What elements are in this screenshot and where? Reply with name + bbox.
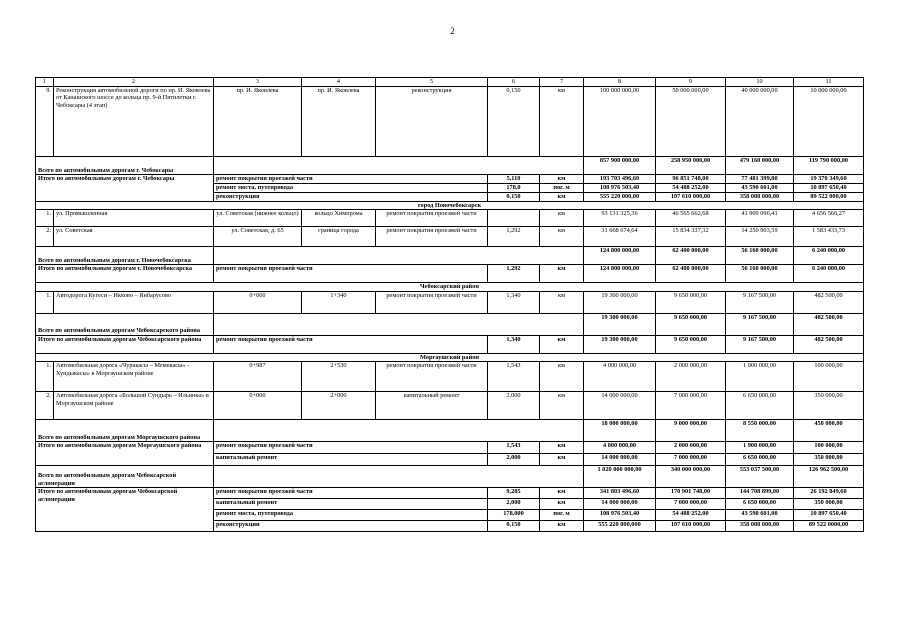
work-type: капитальный ремонт xyxy=(214,454,488,466)
column-header: 3 xyxy=(214,78,302,87)
road-program-table xyxy=(35,77,864,532)
section-title: город Новочебоксарск xyxy=(36,202,864,210)
end-point: пр. И. Яковлева xyxy=(302,87,376,157)
start-point: 0+000 xyxy=(214,291,302,313)
object-name: Реконструкция автомобильной дороги по пр. И. Яковлева от Канашского шоссе до кольца пр. 9-й Пятилетки г. Чебоксары (4 этап) xyxy=(54,87,214,157)
unit: км xyxy=(540,265,584,283)
row-number: 1. xyxy=(36,362,54,392)
value-col11: 6 240 000,00 xyxy=(794,265,864,283)
column-header: 4 xyxy=(302,78,376,87)
work-type: капитальный ремонт xyxy=(214,499,488,510)
value-col9: 9 650 000,00 xyxy=(656,291,726,313)
value-col11: 100 000,00 xyxy=(794,442,864,454)
start-point: 0+987 xyxy=(214,362,302,392)
column-header: 11 xyxy=(794,78,864,87)
end-point: 2+530 xyxy=(302,362,376,392)
value-col8: 93 131 325,36 xyxy=(584,210,656,227)
work-type: ремонт покрытия проезжей части xyxy=(214,175,488,184)
column-header: 8 xyxy=(584,78,656,87)
value-col9: 7 000 000,00 xyxy=(656,392,726,420)
value-col8: 555 220 000,00 xyxy=(584,193,656,202)
work-type: капитальный ремонт xyxy=(376,392,488,420)
value-col11: 1 583 433,73 xyxy=(794,227,864,247)
end-point: 1+340 xyxy=(302,291,376,313)
value-col9: 7 000 000,00 xyxy=(656,454,726,466)
work-type: ремонт моста, путепровода xyxy=(214,510,488,521)
value-col11: 89 522 000,00 xyxy=(794,193,864,202)
unit: км xyxy=(540,335,584,353)
itogo-label: Итого по автомобильным дорогам Чебоксарского района xyxy=(36,335,214,353)
itogo-row xyxy=(36,488,864,499)
unit: км xyxy=(540,488,584,499)
end-point: граница города xyxy=(302,227,376,247)
value-col11: 450 000,00 xyxy=(794,420,864,442)
total-row xyxy=(36,247,864,265)
value-col9: 9 650 000,00 xyxy=(656,313,726,335)
unit: км xyxy=(540,392,584,420)
value-col8: 108 976 503,40 xyxy=(584,510,656,521)
length: 1,340 xyxy=(488,335,540,353)
work-type: ремонт покрытия проезжей части xyxy=(376,291,488,313)
value-col8: 31 668 674,64 xyxy=(584,227,656,247)
unit: км xyxy=(540,442,584,454)
column-header: 1 xyxy=(36,78,54,87)
work-type: ремонт покрытия проезжей части xyxy=(214,265,488,283)
value-col8: 124 800 000,00 xyxy=(584,247,656,265)
total-row xyxy=(36,420,864,442)
value-col10: 56 160 000,00 xyxy=(726,265,794,283)
value-col8: 4 000 000,00 xyxy=(584,442,656,454)
value-col10: 9 167 500,00 xyxy=(726,313,794,335)
value-col9: 340 000 000,00 xyxy=(656,466,726,488)
length: 0,150 xyxy=(488,193,540,202)
object-row xyxy=(36,392,864,420)
value-col10: 9 167 500,00 xyxy=(726,291,794,313)
column-header: 6 xyxy=(488,78,540,87)
header-row xyxy=(36,78,864,87)
total-row xyxy=(36,313,864,335)
value-col8: 14 000 000,00 xyxy=(584,392,656,420)
object-name: Автомобильная дорога «Чуракасы – Мемекасы» - Хундыкасы» в Моргаушском районе xyxy=(54,362,214,392)
value-col11: 4 656 566,27 xyxy=(794,210,864,227)
object-row xyxy=(36,87,864,157)
length: 2,000 xyxy=(488,392,540,420)
unit: км xyxy=(540,210,584,227)
value-col9: 54 488 252,00 xyxy=(656,510,726,521)
object-row xyxy=(36,210,864,227)
unit: км xyxy=(540,175,584,184)
object-name: Автомобильная дорога «Большой Сундырь – Ильинка» в Моргаушском районе xyxy=(54,392,214,420)
start-point: ул. Советская (нижнее кольцо) xyxy=(214,210,302,227)
value-col11: 350 000,00 xyxy=(794,499,864,510)
total-label: Всего по автомобильным дорогам Чебоксарской агломерации xyxy=(36,466,214,488)
value-col11: 19 370 349,60 xyxy=(794,175,864,184)
total-label: Всего по автомобильным дорогам Моргаушского района xyxy=(36,420,214,442)
value-col11: 89 522 0000,00 xyxy=(794,521,864,532)
value-col10: 8 550 000,00 xyxy=(726,420,794,442)
value-col10: 41 909 096,41 xyxy=(726,210,794,227)
total-label: Всего по автомобильным дорогам г. Чебоксары xyxy=(36,157,214,175)
value-col9: 170 901 748,00 xyxy=(656,488,726,499)
value-col8: 341 803 496,60 xyxy=(584,488,656,499)
value-col9: 15 834 337,32 xyxy=(656,227,726,247)
column-header: 5 xyxy=(376,78,488,87)
length: 1,292 xyxy=(488,227,540,247)
column-header: 7 xyxy=(540,78,584,87)
itogo-label: Итого по автомобильным дорогам г. Чебоксары xyxy=(36,175,214,202)
length: 1,543 xyxy=(488,362,540,392)
value-col10: 1 900 000,00 xyxy=(726,362,794,392)
unit: пог. м xyxy=(540,184,584,193)
section-title: Моргаушский район xyxy=(36,353,864,361)
value-col9: 2 000 000,00 xyxy=(656,442,726,454)
work-type: реконструкция xyxy=(214,193,488,202)
value-col11: 6 240 000,00 xyxy=(794,247,864,265)
value-col10: 43 590 601,00 xyxy=(726,510,794,521)
value-col10: 14 250 903,59 xyxy=(726,227,794,247)
unit: км xyxy=(540,227,584,247)
value-col8: 100 000 000,00 xyxy=(584,87,656,157)
work-type: ремонт моста, путепровода xyxy=(214,184,488,193)
value-col9: 46 565 662,68 xyxy=(656,210,726,227)
work-type: реконструкция xyxy=(376,87,488,157)
work-type: реконструкции xyxy=(214,521,488,532)
length xyxy=(488,210,540,227)
total-label: Всего по автомобильным дорогам Чебоксарского района xyxy=(36,313,214,335)
value-col8: 857 900 000,00 xyxy=(584,157,656,175)
row-number: 9. xyxy=(36,87,54,157)
value-col10: 6 650 000,00 xyxy=(726,499,794,510)
value-col8: 14 000 000,00 xyxy=(584,499,656,510)
itogo-label: Итого по автомобильным дорогам Чебоксарской агломерации xyxy=(36,488,214,532)
section-title-row xyxy=(36,283,864,291)
value-col9: 107 610 000,00 xyxy=(656,193,726,202)
total-row xyxy=(36,157,864,175)
value-col10: 40 000 000,00 xyxy=(726,87,794,157)
unit: км xyxy=(540,521,584,532)
value-col10: 9 167 500,00 xyxy=(726,335,794,353)
column-header: 10 xyxy=(726,78,794,87)
value-col11: 10 000 000,00 xyxy=(794,87,864,157)
value-col10: 43 590 601,00 xyxy=(726,184,794,193)
value-col8: 18 000 000,00 xyxy=(584,420,656,442)
itogo-row xyxy=(36,175,864,184)
value-col8: 19 300 000,00 xyxy=(584,291,656,313)
length: 1,292 xyxy=(488,265,540,283)
value-col10: 358 088 000,00 xyxy=(726,193,794,202)
object-name: Автодорога Кугеси – Икково – Янбарусово xyxy=(54,291,214,313)
total-label: Всего по автомобильным дорогам г. Новочебоксарска xyxy=(36,247,214,265)
end-point: кольцо Химпрома xyxy=(302,210,376,227)
value-col8: 193 703 496,60 xyxy=(584,175,656,184)
value-col10: 6 650 000,00 xyxy=(726,454,794,466)
length: 1,340 xyxy=(488,291,540,313)
itogo-label: Итого по автомобильным дорогам Моргаушского района xyxy=(36,442,214,466)
row-number: 1. xyxy=(36,210,54,227)
section-title-row xyxy=(36,202,864,210)
object-row xyxy=(36,291,864,313)
value-col8: 555 220 000,000 xyxy=(584,521,656,532)
value-col10: 77 481 399,80 xyxy=(726,175,794,184)
value-col8: 108 976 503,40 xyxy=(584,184,656,193)
value-col11: 10 897 650,40 xyxy=(794,184,864,193)
value-col9: 54 488 252,00 xyxy=(656,184,726,193)
length: 178,000 xyxy=(488,510,540,521)
value-col10: 6 650 000,00 xyxy=(726,392,794,420)
value-col10: 553 037 500,00 xyxy=(726,466,794,488)
value-col9: 96 851 748,00 xyxy=(656,175,726,184)
value-col10: 479 160 000,00 xyxy=(726,157,794,175)
value-col9: 9 650 000,00 xyxy=(656,335,726,353)
value-col11: 350 000,00 xyxy=(794,454,864,466)
work-type: ремонт покрытия проезжей части xyxy=(376,227,488,247)
work-type: ремонт покрытия проезжей части xyxy=(214,442,488,454)
value-col8: 1 020 000 000,00 xyxy=(584,466,656,488)
section-title: Чебоксарский район xyxy=(36,283,864,291)
column-header: 2 xyxy=(54,78,214,87)
row-number: 2. xyxy=(36,227,54,247)
value-col11: 26 192 849,60 xyxy=(794,488,864,499)
object-row xyxy=(36,227,864,247)
value-col10: 144 708 899,00 xyxy=(726,488,794,499)
value-col8: 19 300 000,00 xyxy=(584,335,656,353)
unit: км xyxy=(540,499,584,510)
start-point: 0+000 xyxy=(214,392,302,420)
length: 1,543 xyxy=(488,442,540,454)
itogo-label: Итого по автомобильным дорогам г. Новочебоксарска xyxy=(36,265,214,283)
object-row xyxy=(36,362,864,392)
length: 0,150 xyxy=(488,87,540,157)
row-number: 1. xyxy=(36,291,54,313)
page-number: 2 xyxy=(450,26,455,36)
value-col9: 7 000 000,00 xyxy=(656,499,726,510)
value-col10: 358 088 000,00 xyxy=(726,521,794,532)
empty-cell xyxy=(214,247,584,265)
value-col11: 100 000,00 xyxy=(794,362,864,392)
value-col9: 9 000 000,00 xyxy=(656,420,726,442)
value-col8: 14 000 000,00 xyxy=(584,454,656,466)
value-col8: 19 300 000,00 xyxy=(584,313,656,335)
work-type: ремонт покрытия проезжей части xyxy=(214,335,488,353)
value-col11: 119 790 000,00 xyxy=(794,157,864,175)
column-header: 9 xyxy=(656,78,726,87)
unit: км xyxy=(540,454,584,466)
value-col9: 62 400 000,00 xyxy=(656,247,726,265)
value-col11: 10 897 650,40 xyxy=(794,510,864,521)
itogo-row xyxy=(36,265,864,283)
length: 9,285 xyxy=(488,488,540,499)
value-col8: 124 800 000,00 xyxy=(584,265,656,283)
work-type: ремонт покрытия проезжей части xyxy=(376,362,488,392)
length: 2,000 xyxy=(488,454,540,466)
work-type: ремонт покрытия проезжей части xyxy=(376,210,488,227)
itogo-row xyxy=(36,442,864,454)
empty-cell xyxy=(214,420,584,442)
unit: км xyxy=(540,87,584,157)
value-col10: 56 160 000,00 xyxy=(726,247,794,265)
length: 0,150 xyxy=(488,521,540,532)
unit: пог. м xyxy=(540,510,584,521)
value-col9: 50 000 000,00 xyxy=(656,87,726,157)
itogo-row xyxy=(36,335,864,353)
section-title-row xyxy=(36,353,864,361)
value-col11: 482 500,00 xyxy=(794,291,864,313)
value-col11: 126 962 500,00 xyxy=(794,466,864,488)
start-point: ул. Советская, д. 65 xyxy=(214,227,302,247)
empty-cell xyxy=(214,157,584,175)
value-col11: 350 000,00 xyxy=(794,392,864,420)
empty-cell xyxy=(214,466,584,488)
object-name: ул. Промышленная xyxy=(54,210,214,227)
value-col11: 482 500,00 xyxy=(794,335,864,353)
value-col9: 258 950 000,00 xyxy=(656,157,726,175)
value-col11: 482 500,00 xyxy=(794,313,864,335)
total-row xyxy=(36,466,864,488)
length: 5,110 xyxy=(488,175,540,184)
length: 2,000 xyxy=(488,499,540,510)
row-number: 2. xyxy=(36,392,54,420)
unit: км xyxy=(540,291,584,313)
unit: км xyxy=(540,362,584,392)
length: 178,0 xyxy=(488,184,540,193)
value-col10: 1 900 000,00 xyxy=(726,442,794,454)
object-name: ул. Советская xyxy=(54,227,214,247)
work-type: ремонт покрытия проезжей части xyxy=(214,488,488,499)
unit: км xyxy=(540,193,584,202)
empty-cell xyxy=(214,313,584,335)
start-point: пр. И. Яковлева xyxy=(214,87,302,157)
value-col9: 107 610 000,00 xyxy=(656,521,726,532)
value-col9: 62 400 000,00 xyxy=(656,265,726,283)
value-col9: 2 000 000,00 xyxy=(656,362,726,392)
end-point: 2+000 xyxy=(302,392,376,420)
value-col8: 4 000 000,00 xyxy=(584,362,656,392)
